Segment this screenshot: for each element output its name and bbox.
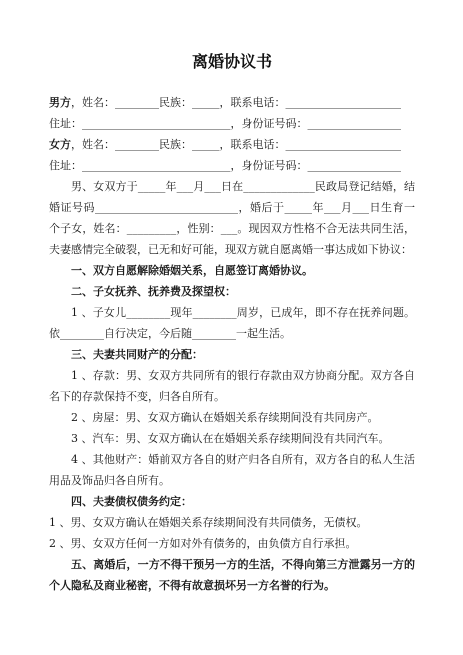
section-item: 4 、其他财产：婚前双方各自的财产归各自所有，双方各自的私人生活用品及饰品归各自所有。 — [49, 452, 415, 487]
section-heading-4: 四、夫妻债权债务约定： — [71, 494, 192, 508]
section-item: 3 、汽车：男、女双方确认在在婚姻关系存续期间没有共同汽车。 — [71, 431, 390, 445]
section-heading-1: 一、双方自愿解除婚姻关系，自愿签订离婚协议。 — [71, 263, 313, 277]
female-party-label: 女方 — [49, 137, 71, 151]
section-item: 1 、男、女双方确认在婚姻关系存续期间没有共同债务，无债权。 — [49, 515, 368, 529]
section-heading-3: 三、夫妻共同财产的分配： — [71, 347, 203, 361]
male-party-contact-fields: ，姓名：________民族：_____，联系电话：_____________________ — [71, 95, 401, 109]
male-party-label: 男方 — [49, 95, 71, 109]
intro-paragraph: 男、女双方于_____年___月___日在_____________民政局登记结婚，结婚证号码__________________________，婚后于_____年___月___日生育一个子女，姓名：_________，性别：___。现因双方性格不合无法共同生活，夫妻感情完全破裂，已无和好可能，现双方就自愿离婚一事达成如下协议： — [49, 179, 415, 256]
section-item: 1 、子女儿________现年________周岁，已成年，即不存在抚养问题。依________自行决定，今后随________一起生活。 — [49, 305, 415, 340]
section-item: 1 、存款：男、女双方共同所有的银行存款由双方协商分配。双方各自名下的存款保持不变，归各自所有。 — [49, 368, 415, 403]
section-heading-2: 二、子女抚养、抚养费及探望权： — [71, 284, 236, 298]
document-body — [49, 50, 415, 596]
male-party-contact-line — [49, 92, 415, 113]
document-title: 离婚协议书 — [191, 52, 272, 71]
female-party-contact-line — [49, 134, 415, 155]
male-party-address-line: 住址：___________________________，身份证号码：_________________ — [49, 116, 401, 130]
section-item: 2 、房屋：男、女双方确认在婚姻关系存续期间没有共同房产。 — [71, 410, 379, 424]
female-party-address-line: 住址：___________________________，身份证号码：_________________ — [49, 158, 401, 172]
female-party-contact-fields: ，姓名：________民族：_____，联系电话：_____________________ — [71, 137, 401, 151]
section-heading-5: 五、离婚后，一方不得干预另一方的生活，不得向第三方泄露另一方的个人隐私及商业秘密，不得有故意损坏另一方名誉的行为。 — [49, 557, 415, 592]
section-item: 2 、男、女双方任何一方如对外有债务的，由负债方自行承担。 — [49, 536, 357, 550]
